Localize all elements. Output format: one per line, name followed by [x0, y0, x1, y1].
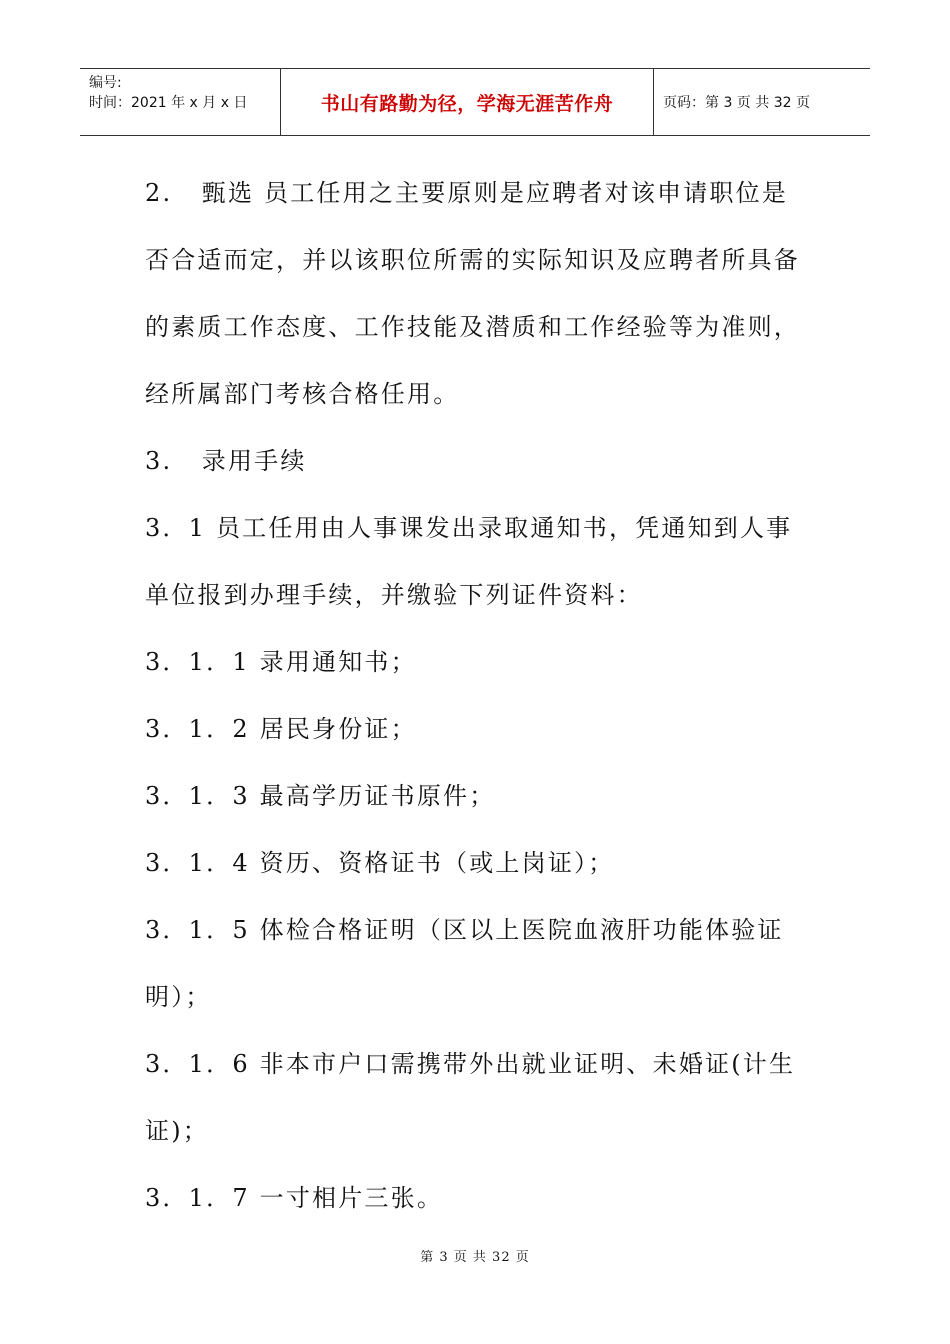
header-time-label: 时间：2021 年 x 月 x 日	[89, 95, 248, 111]
header-motto: 书山有路勤为径，学海无涯苦作舟	[320, 92, 614, 115]
header-motto-cell	[281, 69, 654, 135]
header-meta	[80, 69, 281, 135]
list-item-3-1-6: 3．1．6 非本市户口需携带外出就业证明、未婚证(计生证)；	[145, 1050, 796, 1145]
list-item-3-1-2: 3．1．2 居民身份证；	[145, 715, 417, 743]
header-code-label: 编号:	[89, 75, 122, 91]
list-item-3-1-7: 3．1．7 一寸相片三张。	[145, 1184, 444, 1212]
page-footer	[0, 1246, 950, 1265]
list-item-3-1-1: 3．1．1 录用通知书；	[145, 648, 417, 676]
document-body	[145, 160, 810, 1232]
page-header	[80, 68, 870, 136]
list-item-3-1-3: 3．1．3 最高学历证书原件；	[145, 782, 496, 810]
paragraph-section-3-title: 3. 录用手续	[145, 447, 307, 475]
paragraph-section-3-1: 3．1 员工任用由人事课发出录取通知书，凭通知到人事单位报到办理手续，并缴验下列证件资料：	[145, 514, 793, 609]
list-item-3-1-5: 3．1．5 体检合格证明（区以上医院血液肝功能体验证明）；	[145, 916, 784, 1011]
header-page-info-cell	[654, 69, 870, 135]
paragraph-section-2: 2. 甄选 员工任用之主要原则是应聘者对该申请职位是否合适而定，并以该职位所需的实际知识及应聘者所具备的素质工作态度、工作技能及潜质和工作经验等为准则，经所属部门考核合格任用。	[145, 179, 800, 408]
header-page-info: 页码：第 3 页 共 32 页	[663, 95, 810, 111]
footer-page-number: 第 3 页 共 32 页	[420, 1250, 530, 1265]
list-item-3-1-4: 3．1．4 资历、资格证书（或上岗证）；	[145, 849, 615, 877]
